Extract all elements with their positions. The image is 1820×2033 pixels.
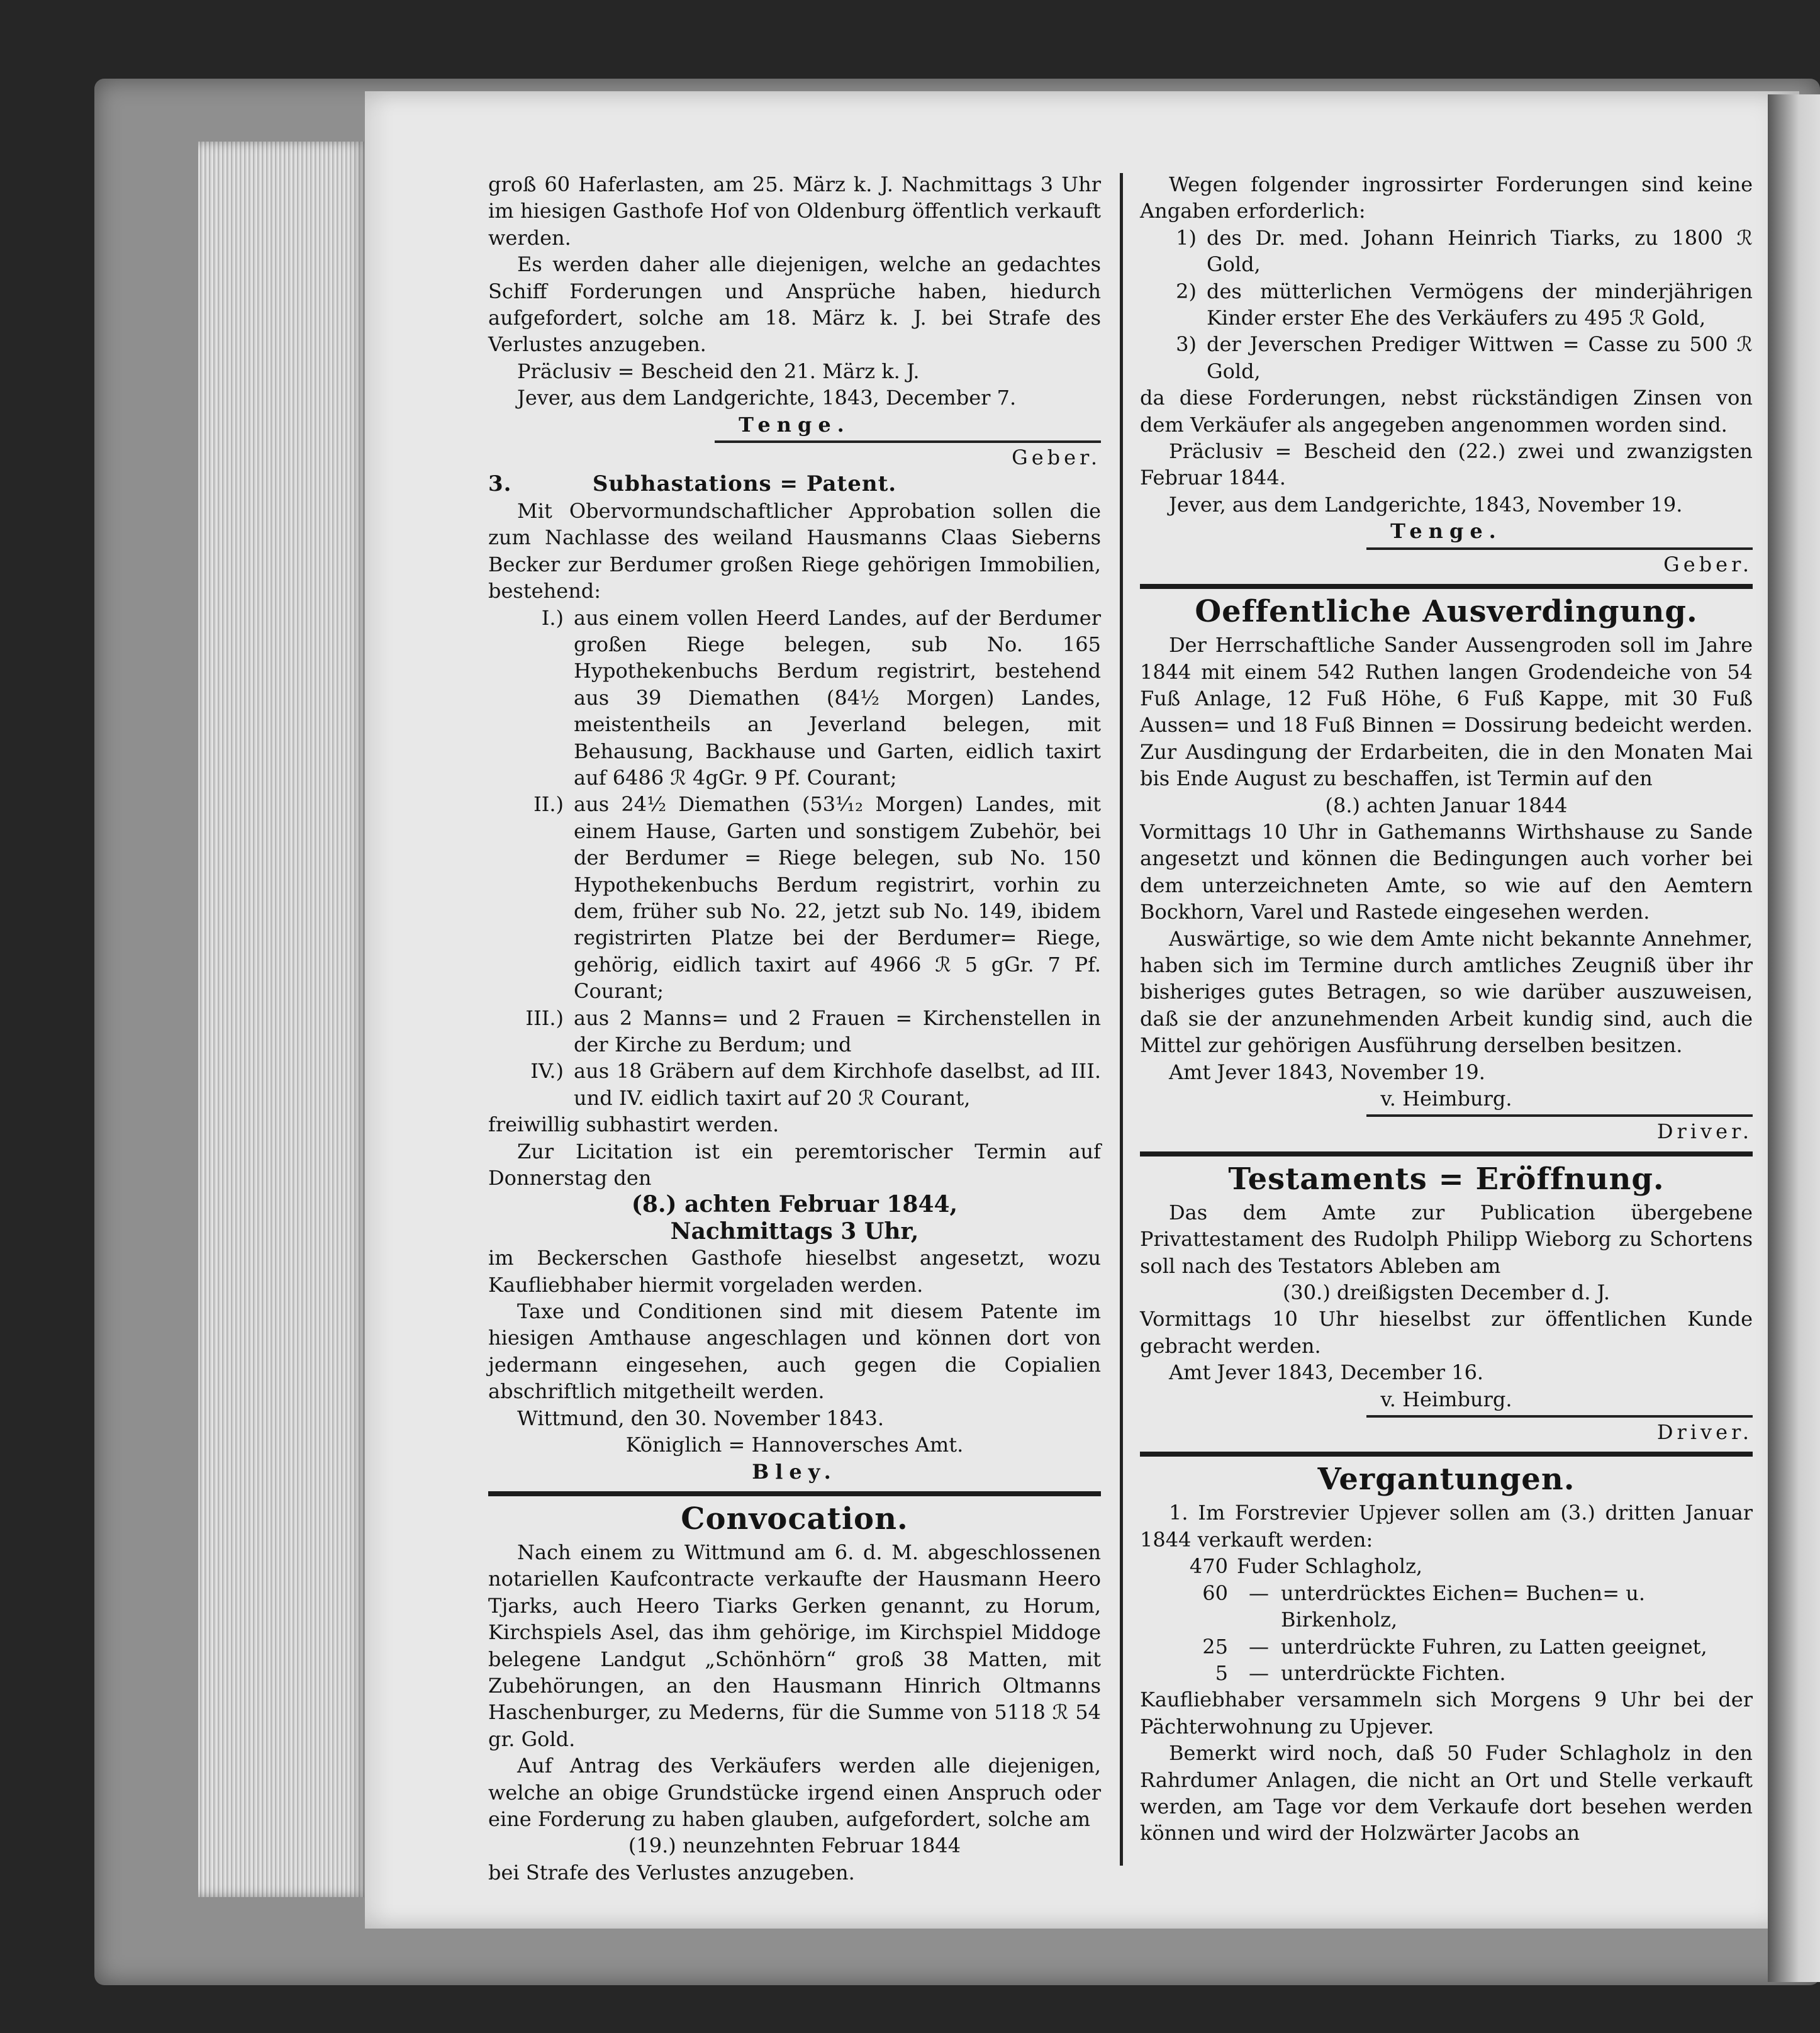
list-item — [1140, 278, 1753, 332]
section-heading-subhastation: 3. Subhastations = Patent. — [488, 471, 897, 497]
quantity: 60 — [1202, 1581, 1228, 1605]
ausverdingung-paragraph-2: Vormittags 10 Uhr in Gathemanns Wirthshause zu Sande angesetzt und können die Bedingungen auch vorher bei dem unterzeichneten Amte, so wie auf den Aemtern Bockhorn, Varel und Rastede eingesehen werden. — [1140, 819, 1753, 924]
gutter-shadow — [1768, 94, 1820, 1982]
licitation-place: im Beckerschen Gasthofe hieselbst angesetzt, wozu Kaufliebhaber hiermit vorgeladen werden. — [488, 1246, 1101, 1297]
claims-intro: Wegen folgender ingrossirter Forderungen sind keine Angaben erforderlich: — [1140, 172, 1753, 223]
licitation-time: Nachmittags 3 Uhr, — [670, 1218, 919, 1245]
signature-bley: Bley. — [752, 1459, 837, 1484]
signature-heimburg: v. Heimburg. — [1380, 1087, 1512, 1111]
convocation-paragraph: Nach einem zu Wittmund am 6. d. M. abgeschlossenen notariellen Kaufcontracte verkaufte der Hausmann Heero Tjarks, auch Heero Tiarks Gerken genannt, zu Horum, Kirchspiels Asel, das ihm gehörige, im Kirchspiel Middoge belegene Landgut „Schönhörn“ groß 38 Matten, mit Zubehörungen, an den Hausmann Hinrich Oltmanns Haschenburger, zu Mederns, für die Summe von 5118 ℛ 54 gr. Gold. — [488, 1540, 1101, 1751]
list-item — [1140, 1553, 1753, 1579]
convocation-date: (19.) neunzehnten Februar 1844 — [628, 1834, 961, 1858]
signature-tenge: Tenge. — [1390, 519, 1502, 544]
subhastation-after-items: freiwillig subhastirt werden. — [488, 1112, 779, 1137]
ausverdingung-date: (8.) achten Januar 1844 — [1325, 793, 1568, 817]
page-edges — [198, 142, 368, 1897]
item-number: 2) — [1176, 279, 1197, 303]
item-text: aus einem vollen Heerd Landes, auf der Berdumer großen Riege belegen, sub No. 165 Hypothekenbuchs Berdum registrirt, bestehend aus 39 Diemathen (84½ Morgen) Landes, meistentheils an Jeverland belegen, mit Behausung, Backhause und Garten, eidlich taxirt auf 6486 ℛ 4gGr. 9 Pf. Courant; — [574, 605, 1101, 790]
subhastation-office: Königlich = Hannoversches Amt. — [625, 1433, 964, 1457]
ausverdingung-paragraph: Der Herrschaftliche Sander Aussengroden soll im Jahre 1844 mit einem 542 Ruthen langen Grodendeiche von 54 Fuß Anlage, 12 Fuß Höhe, 6 Fuß Kappe, mit 30 Fuß Aussen= und 18 Fuß Binnen = Dossirung bedeicht werden. Zur Ausdingung der Erdarbeiten, die in den Monaten Mai bis Ende August zu beschaffen, ist Termin auf den — [1140, 633, 1753, 791]
column-rule — [1120, 173, 1123, 1866]
dash: — — [1249, 1581, 1269, 1605]
list-item — [488, 1058, 1101, 1111]
claims-place-date: Jever, aus dem Landgerichte, 1843, November 19. — [1169, 492, 1683, 517]
item-text: aus 18 Gräbern auf dem Kirchhofe daselbst, ad III. und IV. eidlich taxirt auf 20 ℛ Courant, — [574, 1059, 1101, 1110]
section-heading-convocation: Convocation. — [681, 1501, 908, 1537]
item-number: III.) — [525, 1005, 564, 1030]
item-number: 1) — [1176, 225, 1197, 250]
testament-place-date: Amt Jever 1843, December 16. — [1169, 1360, 1484, 1385]
licitation-date: (8.) achten Februar 1844, — [631, 1191, 958, 1218]
section-rule — [1140, 584, 1753, 589]
item-text: unterdrückte Fuhren, zu Latten geeignet, — [1281, 1634, 1707, 1659]
list-item — [488, 791, 1101, 1004]
list-item — [1140, 1580, 1753, 1633]
item-text: aus 24½ Diemathen (53¹⁄₁₂ Morgen) Landes, mit einem Hause, Garten und sonstigem Zubehör, bei der Berdumer = Riege belegen, sub No. 150 Hypothekenbuchs Berdum registrirt, vorhin zu dem, früher sub No. 22, jetzt sub No. 149, ibidem registrirten Platze bei der Berdumer= Riege, gehörig, eidlich taxirt auf 4966 ℛ 5 gGr. 7 Pf. Courant; — [574, 792, 1101, 1004]
item-text: unterdrückte Fichten. — [1281, 1661, 1506, 1685]
left-column — [488, 171, 1101, 1886]
signature-heimburg: v. Heimburg. — [1380, 1387, 1512, 1411]
signature-rule — [1366, 547, 1753, 550]
signature-driver: Driver. — [1656, 1420, 1753, 1445]
item-number: II.) — [533, 792, 564, 817]
item-number: 3) — [1176, 332, 1197, 357]
vergantungen-paragraph-2: Kaufliebhaber versammeln sich Morgens 9 Uhr bei der Pächterwohnung zu Upjever. — [1140, 1688, 1753, 1739]
right-column — [1140, 171, 1753, 1847]
item-number: IV.) — [530, 1059, 564, 1084]
signature-driver: Driver. — [1656, 1119, 1753, 1144]
list-item — [1140, 1660, 1753, 1686]
list-item — [488, 605, 1101, 792]
quantity: 5 — [1215, 1661, 1228, 1685]
item-text: unterdrücktes Eichen= Buchen= u. Birkenholz, — [1281, 1581, 1646, 1632]
quantity: 470 — [1189, 1554, 1228, 1579]
testament-date: (30.) dreißigsten December d. J. — [1282, 1280, 1611, 1305]
taxe-paragraph: Taxe und Conditionen sind mit diesem Patente im hiesigen Amthause angeschlagen und können dort von jedermann eingesehen, auch gegen die Copialien abschriftlich mitgetheilt werden. — [488, 1299, 1101, 1404]
licitation-paragraph: Zur Licitation ist ein peremtorischer Termin auf Donnerstag den — [488, 1139, 1101, 1190]
section-heading-vergantungen: Vergantungen. — [1317, 1462, 1575, 1498]
place-date-line: Jever, aus dem Landgerichte, 1843, December 7. — [517, 386, 1017, 410]
ausverdingung-place-date: Amt Jever 1843, November 19. — [1169, 1060, 1485, 1084]
vergantungen-paragraph: 1. Im Forstrevier Upjever sollen am (3.) dritten Januar 1844 verkauft werden: — [1140, 1501, 1753, 1552]
convocation-end: bei Strafe des Verlustes anzugeben. — [488, 1860, 855, 1885]
dash: — — [1249, 1634, 1269, 1659]
section-heading-testament: Testaments = Eröffnung. — [1228, 1161, 1665, 1197]
item-text: des Dr. med. Johann Heinrich Tiarks, zu 1800 ℛ Gold, — [1207, 225, 1753, 277]
vergantungen-paragraph-3: Bemerkt wird noch, daß 50 Fuder Schlagholz in den Rahrdumer Anlagen, die nicht an Ort und Stelle verkauft werden, am Tage vor dem Verkaufe dort besehen werden können und wird der Holzwärter Jacobs an — [1140, 1741, 1753, 1845]
signature-rule — [1366, 1114, 1753, 1117]
list-item — [1140, 331, 1753, 384]
creditor-call-paragraph: Es werden daher alle diejenigen, welche an gedachtes Schiff Forderungen und Ansprüche haben, hiedurch aufgefordert, solche am 18. März k. J. bei Strafe des Verlustes anzugeben. — [488, 252, 1101, 357]
signature-tenge: Tenge. — [739, 412, 851, 437]
subhastation-intro: Mit Obervormundschaftlicher Approbation sollen die zum Nachlasse des weiland Hausmanns Claas Sieberns Becker zur Berdumer großen Riege gehörigen Immobilien, bestehend: — [488, 498, 1101, 603]
signature-rule — [715, 440, 1101, 443]
list-item — [1140, 1633, 1753, 1660]
section-rule — [1140, 1452, 1753, 1457]
subhastation-place-date: Wittmund, den 30. November 1843. — [517, 1406, 885, 1430]
item-text: des mütterlichen Vermögens der minderjährigen Kinder erster Ehe des Verkäufers zu 495 ℛ Gold, — [1207, 279, 1753, 330]
ausverdingung-paragraph-3: Auswärtige, so wie dem Amte nicht bekannte Annehmer, haben sich im Termine durch amtliches Zeugniß über ihr bisheriges gutes Betragen, so wie darüber auszuweisen, daß sie der anzunehmenden Arbeit kundig sind, auch die Mittel zur gehörigen Ausführung derselben besitzen. — [1140, 926, 1753, 1058]
list-item — [488, 1005, 1101, 1058]
section-heading-ausverdingung: Oeffentliche Ausverdingung. — [1195, 594, 1698, 630]
list-item — [1140, 225, 1753, 278]
section-rule — [1140, 1151, 1753, 1157]
item-number: I.) — [541, 605, 564, 630]
signature-geber: Geber. — [1663, 552, 1753, 576]
signature-geber: Geber. — [1012, 445, 1101, 470]
section-rule — [488, 1491, 1101, 1496]
continued-paragraph: groß 60 Haferlasten, am 25. März k. J. Nachmittags 3 Uhr im hiesigen Gasthofe Hof von Oldenburg öffentlich verkauft werden. — [488, 172, 1101, 250]
claims-after: da diese Forderungen, nebst rückständigen Zinsen von dem Verkäufer als angegeben angenommen worden sind. — [1140, 386, 1753, 437]
convocation-call: Auf Antrag des Verkäufers werden alle diejenigen, welche an obige Grundstücke irgend einen Anspruch oder eine Forderung zu haben glauben, aufgefordert, solche am — [488, 1754, 1101, 1831]
dash: — — [1249, 1661, 1269, 1685]
testament-paragraph-2: Vormittags 10 Uhr hieselbst zur öffentlichen Kunde gebracht werden. — [1140, 1307, 1753, 1358]
praeclusiv-line: Präclusiv = Bescheid den 21. März k. J. — [517, 359, 920, 383]
quantity: 25 — [1202, 1634, 1228, 1659]
item-text: aus 2 Manns= und 2 Frauen = Kirchenstellen in der Kirche zu Berdum; und — [574, 1005, 1101, 1056]
signature-rule — [1366, 1415, 1753, 1418]
item-text: der Jeverschen Prediger Wittwen = Casse zu 500 ℛ Gold, — [1207, 332, 1753, 383]
item-text: Fuder Schlagholz, — [1237, 1554, 1423, 1579]
claims-praeclusiv: Präclusiv = Bescheid den (22.) zwei und zwanzigsten Februar 1844. — [1140, 439, 1753, 490]
testament-paragraph: Das dem Amte zur Publication übergebene Privattestament des Rudolph Philipp Wieborg zu Schortens soll nach des Testators Ableben am — [1140, 1200, 1753, 1278]
